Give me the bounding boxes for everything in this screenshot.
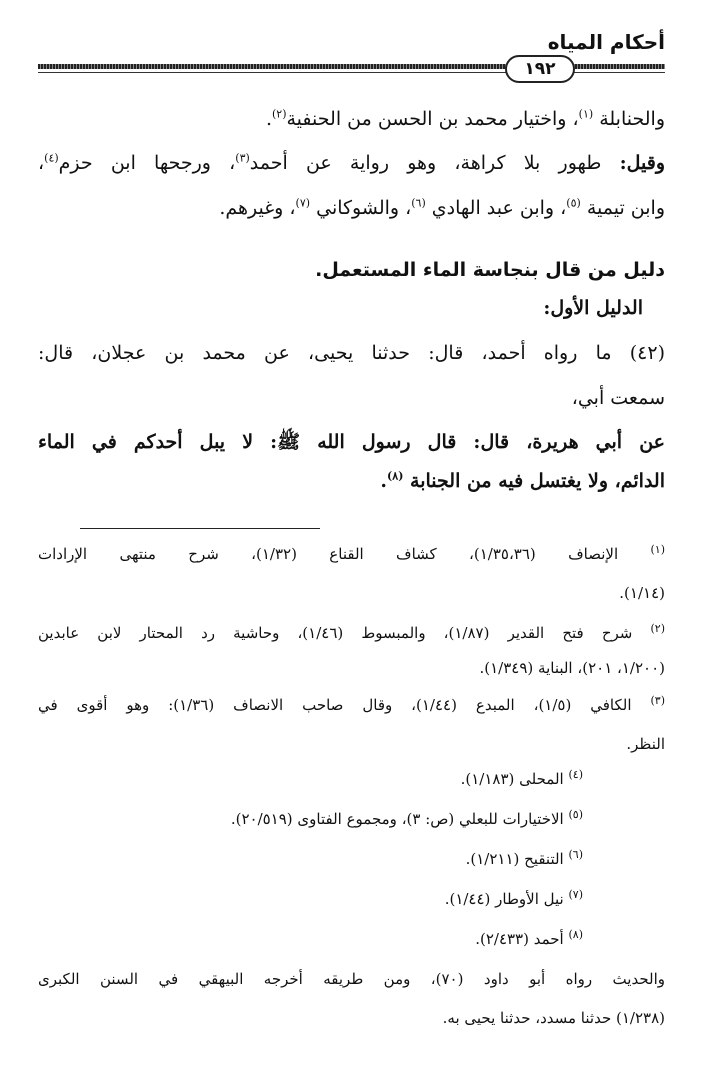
footnote-ref: (٨)	[387, 469, 404, 483]
footnote-2-cont: (١/٢٠٠، ٢٠١)، البناية (١/٣٤٩).	[479, 659, 665, 677]
page-number: ١٩٢	[505, 55, 575, 83]
hadith-line-1: عن أبي هريرة، قال: قال رسول الله ﷺ: لا يبل أحدكم في الماء	[38, 431, 665, 453]
footnote-8: $^{(٨)}$ أحمد (٢/٤٣٣).	[475, 928, 583, 948]
body-line-7: سمعت أبي،	[571, 387, 665, 409]
footnote-ref: (٦)	[411, 196, 426, 210]
footnote-ref: (١)	[578, 107, 594, 121]
body-line-1: والحنابلة $^{(١)}$، واختيار محمد بن الحسن من الحنفية$^{(٢)}$.	[265, 107, 665, 130]
section-heading: دليل من قال بنجاسة الماء المستعمل.	[315, 259, 665, 281]
term-label: وقيل:	[619, 152, 665, 174]
body-line-6: (٤٢) ما رواه أحمد، قال: حدثنا يحيى، عن محمد بن عجلان، قال:	[38, 342, 665, 364]
footnote-ref: (٥)	[566, 196, 581, 210]
footnote-ref: (٢)	[271, 107, 287, 121]
subheading-first-evidence: الدليل الأول:	[543, 297, 643, 319]
footnote-4: $^{(٤)}$ المحلى (١/١٨٣).	[460, 768, 583, 788]
footnote-8-cont-1: والحديث رواه أبو داود (٧٠)، ومن طريقه أخرجه البيهقي في السنن الكبرى	[38, 970, 665, 988]
footnote-1: $^{(١)}$ الإنصاف (١/٣٥،٣٦)، كشاف القناع (١/٣٢)، شرح منتهى الإرادات	[38, 543, 665, 563]
footnote-3: $^{(٣)}$ الكافي (١/٥)، المبدع (١/٤٤)، وقال صاحب الانصاف (١/٣٦): وهو أقوى في	[38, 694, 665, 714]
footnote-7: $^{(٧)}$ نيل الأوطار (١/٤٤).	[444, 888, 583, 908]
footnote-1-cont: (١/١٤).	[619, 584, 665, 602]
footnote-ref: (٣)	[235, 151, 250, 165]
footnote-ref: (٤)	[44, 151, 59, 165]
footnote-6: $^{(٦)}$ التنقيح (١/٢١١).	[465, 848, 583, 868]
footnote-8-cont-2: (١/٢٣٨) حدثنا مسدد، حدثنا يحيى به.	[442, 1009, 665, 1027]
body-line-2: وقيل: طهور بلا كراهة، وهو رواية عن أحمد$^{(٣)}$، ورجحها ابن حزم$^{(٤)}$،	[38, 151, 665, 174]
body-line-3: وابن تيمية $^{(٥)}$، وابن عبد الهادي $^{(٦)}$، والشوكاني $^{(٧)}$، وغيرهم.	[219, 196, 665, 219]
footnote-2: $^{(٢)}$ شرح فتح القدير (١/٨٧)، والمبسوط (١/٤٦)، وحاشية رد المحتار لابن عابدين	[38, 622, 665, 642]
footnote-5: $^{(٥)}$ الاختيارات للبعلي (ص: ٣)، ومجموع الفتاوى (٢٠/٥١٩).	[230, 808, 583, 828]
footnote-3-cont: النظر.	[626, 735, 665, 753]
hadith-line-2: الدائم، ولا يغتسل فيه من الجنابة $^{(٨)}$.	[380, 469, 665, 492]
footnote-ref: (٧)	[295, 196, 311, 210]
running-header-title: أحكام المياه	[547, 30, 665, 54]
footnote-separator	[80, 528, 320, 529]
